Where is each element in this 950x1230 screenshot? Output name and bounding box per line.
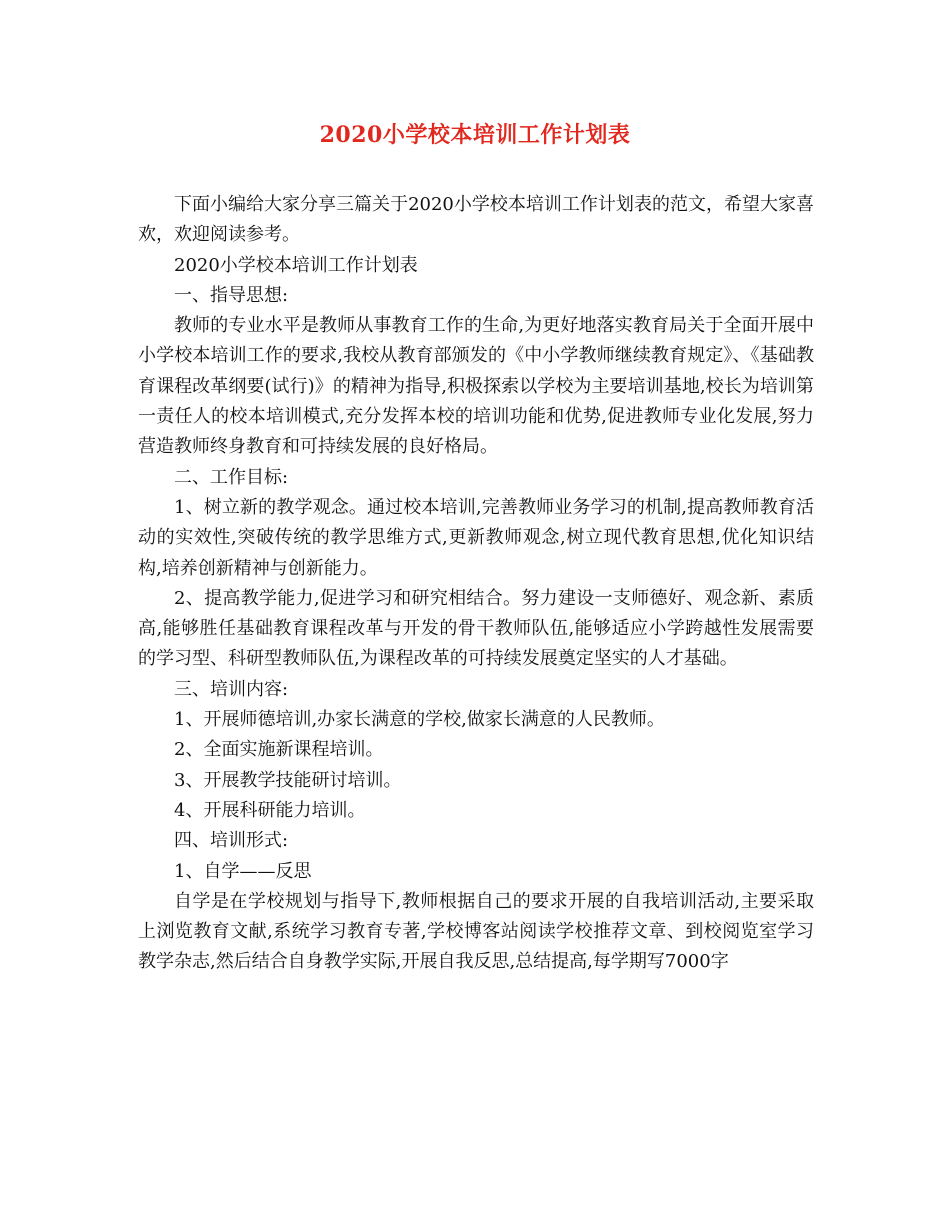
paragraph-guiding-ideology: 教师的专业水平是教师从事教育工作的生命,为更好地落实教育局关于全面开展中小学校本培训工作的要求,我校从教育部颁发的《中小学教师继续教育规定》、《基础教育课程改革纲要(试行)》的精神为指导,积极探索以学校为主要培训基地,校长为培训第一责任人的校本培训模式,充分发挥本校的培训功能和优势,促进教师专业化发展,努力营造教师终身教育和可持续发展的良好格局。 — [138, 315, 814, 458]
paragraph-self-study: 自学是在学校规划与指导下,教师根据自己的要求开展的自我培训活动,主要采取上浏览教育文献,系统学习教育专著,学校博客站阅读学校推荐文章、到校阅览室学习教学杂志,然后结合自身教学实际,开展自我反思,总结提高,每学期写7000字 — [138, 890, 814, 973]
list-item-content-2: 2、全面实施新课程培训。 — [174, 739, 384, 761]
list-item-content-3: 3、开展教学技能研讨培训。 — [174, 769, 402, 791]
section-heading-work-goals: 二、工作目标: — [174, 466, 289, 488]
paragraph-goal-2: 2、提高教学能力,促进学习和研究相结合。努力建设一支师德好、观念新、素质高,能够胜任基础教育课程改革与开发的骨干教师队伍,能够适应小学跨越性发展需要的学习型、科研型教师队伍,为课程改革的可持续发展奠定坚实的人才基础。 — [138, 587, 814, 670]
document-body — [138, 190, 814, 978]
section-heading-training-form: 四、培训形式: — [174, 830, 289, 852]
section-heading-training-content: 三、培训内容: — [174, 678, 289, 700]
section-heading-guiding-ideology: 一、指导思想: — [174, 284, 289, 306]
document-title: 2020小学校本培训工作计划表 — [319, 122, 631, 148]
list-item-content-4: 4、开展科研能力培训。 — [174, 799, 366, 821]
paragraph-subtitle: 2020小学校本培训工作计划表 — [174, 254, 418, 276]
paragraph-intro: 下面小编给大家分享三篇关于2020小学校本培训工作计划表的范文，希望大家喜欢，欢迎阅读参考。 — [138, 194, 814, 246]
paragraph-goal-1: 1、树立新的教学观念。通过校本培训,完善教师业务学习的机制,提高教师教育活动的实效性,突破传统的教学思维方式,更新教师观念,树立现代教育思想,优化知识结构,培养创新精神与创新能力。 — [138, 496, 814, 579]
list-item-content-1: 1、开展师德培训,办家长满意的学校,做家长满意的人民教师。 — [174, 709, 665, 731]
list-item-form-1: 1、自学——反思 — [174, 860, 312, 882]
